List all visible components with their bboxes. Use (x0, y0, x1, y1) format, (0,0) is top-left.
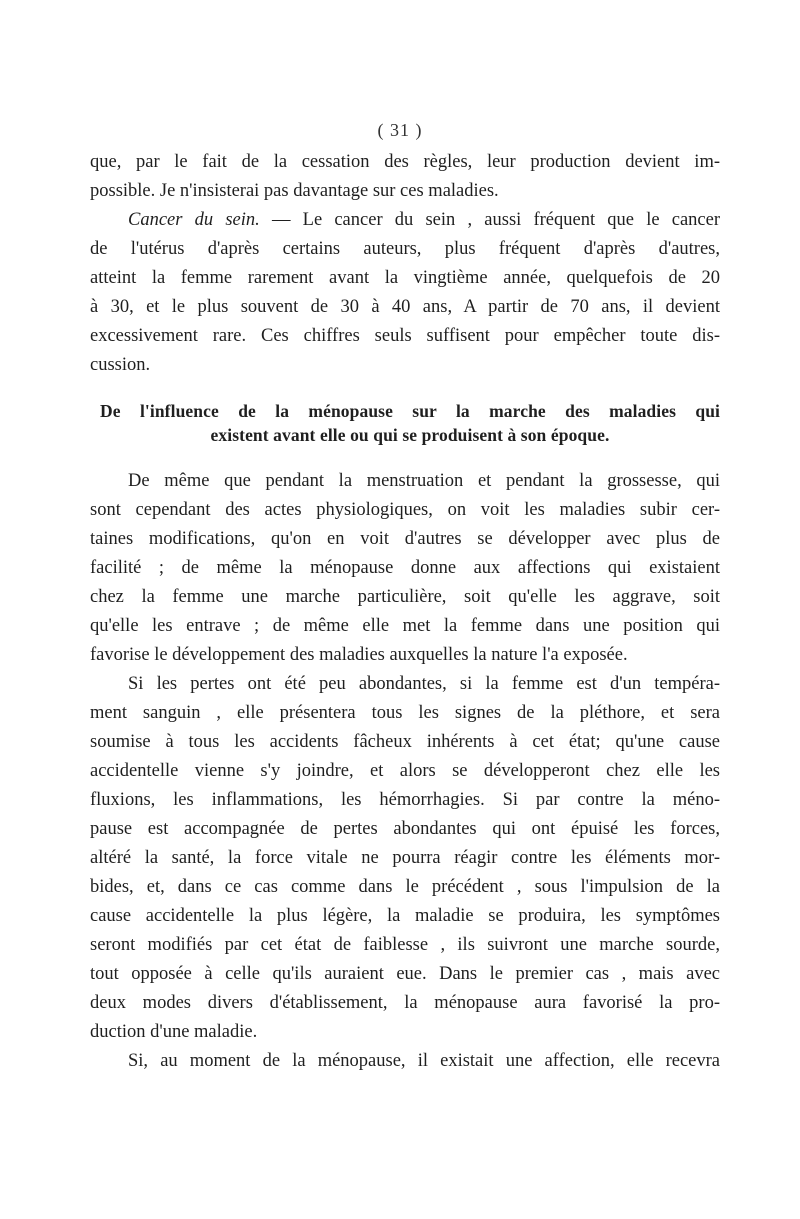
text-line: chez la femme une marche particulière, soit qu'elle les aggrave, soit (90, 587, 720, 607)
paragraph-1 (90, 467, 720, 670)
text-line (90, 206, 720, 235)
text-line: bides, et, dans ce cas comme dans le précédent , sous l'impulsion de la (90, 877, 720, 897)
text-line: à 30, et le plus souvent de 30 à 40 ans, A partir de 70 ans, il devient (90, 297, 720, 317)
body-text (90, 148, 720, 1076)
text-line: Si les pertes ont été peu abondantes, si la femme est d'un tempéra- (128, 674, 720, 694)
cancer-paragraph (90, 206, 720, 380)
cancer-title: Cancer du sein. (128, 210, 260, 230)
text-line: favorise le développement des maladies auxquelles la nature l'a exposée. (90, 645, 628, 665)
section-heading (90, 399, 720, 447)
text-line: deux modes divers d'établissement, la ménopause aura favorisé la pro- (90, 993, 720, 1013)
text-line: cause accidentelle la plus légère, la maladie se produira, les symptômes (90, 906, 720, 926)
cancer-line-0: — Le cancer du sein , aussi fréquent que le cancer (259, 210, 720, 230)
text-line: cussion. (90, 355, 151, 375)
heading-line-2: existent avant elle ou qui se produisent à son époque. (210, 425, 610, 445)
text-line: tout opposée à celle qu'ils auraient eue. Dans le premier cas , mais avec (90, 964, 720, 984)
text-line: accidentelle vienne s'y joindre, et alors se développeront chez elle les (90, 761, 720, 781)
intro-paragraph (90, 148, 720, 206)
page-number: ( 31 ) (377, 120, 423, 140)
heading-line-1: De l'influence de la ménopause sur la marche des maladies qui (100, 401, 720, 421)
text-line: De même que pendant la menstruation et pendant la grossesse, qui (128, 471, 720, 491)
text-line: facilité ; de même la ménopause donne aux affections qui existaient (90, 558, 720, 578)
text-line: seront modifiés par cet état de faiblesse , ils suivront une marche sourde, (90, 935, 720, 955)
paragraph-2 (90, 670, 720, 1047)
text-line: altéré la santé, la force vitale ne pourra réagir contre les éléments mor- (90, 848, 720, 868)
text-line: qu'elle les entrave ; de même elle met la femme dans une position qui (90, 616, 720, 636)
text-line: taines modifications, qu'on en voit d'autres se développer avec plus de (90, 529, 720, 549)
text-line: duction d'une maladie. (90, 1022, 258, 1042)
text-line: ment sanguin , elle présentera tous les signes de la pléthore, et sera (90, 703, 720, 723)
text-line: atteint la femme rarement avant la vingtième année, quelquefois de 20 (90, 268, 720, 288)
text-line: pause est accompagnée de pertes abondantes qui ont épuisé les forces, (90, 819, 720, 839)
text-line: fluxions, les inflammations, les hémorrhagies. Si par contre la méno- (90, 790, 720, 810)
text-line: Si, au moment de la ménopause, il existait une affection, elle recevra (128, 1051, 720, 1071)
paragraph-3 (90, 1047, 720, 1076)
text-line: que, par le fait de la cessation des règles, leur production devient im- (90, 152, 720, 172)
text-line: possible. Je n'insisterai pas davantage sur ces maladies. (90, 181, 499, 201)
text-line: sont cependant des actes physiologiques, on voit les maladies subir cer- (90, 500, 720, 520)
text-line: excessivement rare. Ces chiffres seuls suffisent pour empêcher toute dis- (90, 326, 720, 346)
text-line: soumise à tous les accidents fâcheux inhérents à cet état; qu'une cause (90, 732, 720, 752)
text-line: de l'utérus d'après certains auteurs, plus fréquent d'après d'autres, (90, 239, 720, 259)
